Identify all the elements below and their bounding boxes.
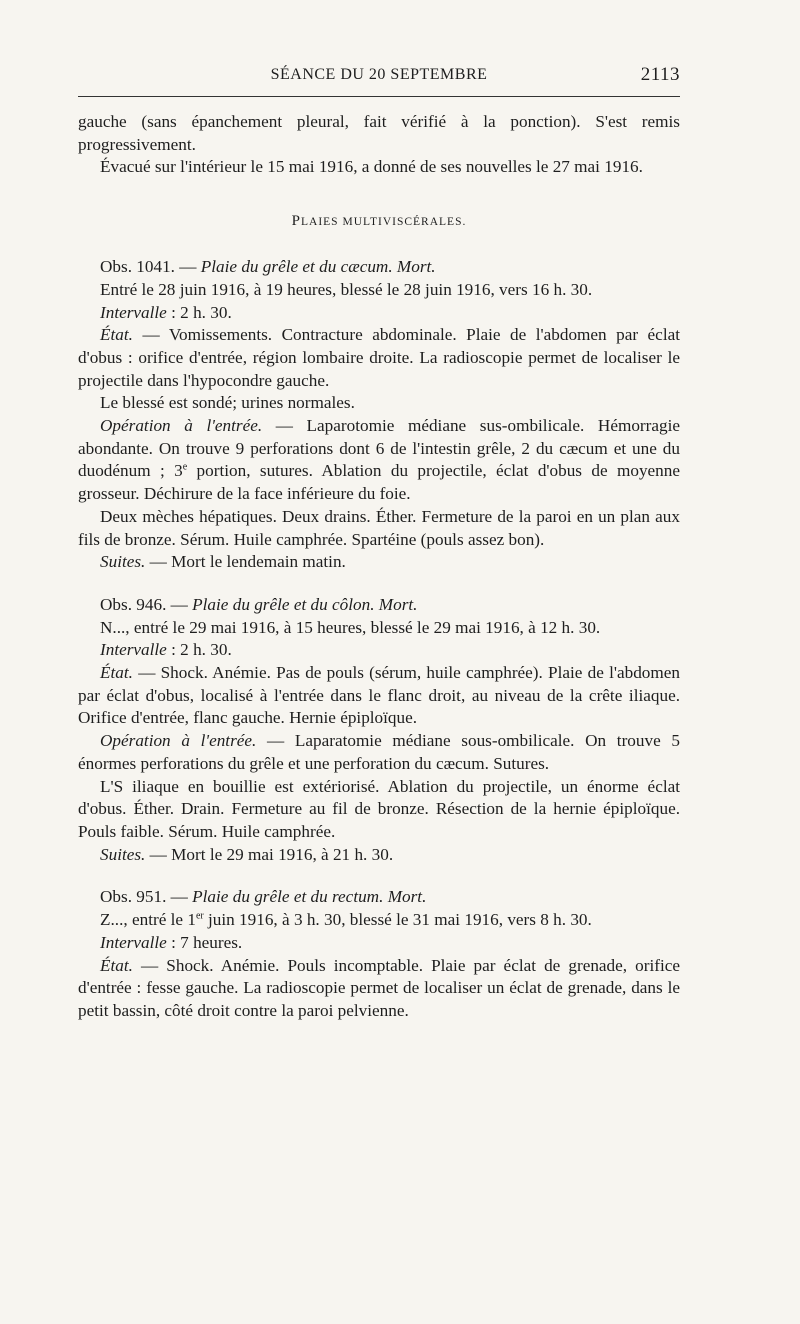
observation-1041	[78, 256, 680, 574]
suites-text: — Mort le 29 mai 1916, à 21 h. 30.	[145, 844, 394, 864]
running-title: SÉANCE DU 20 SEPTEMBRE	[270, 66, 488, 83]
entry-post: juin 1916, à 3 h. 30, blessé le 31 mai 1916, vers 8 h. 30.	[203, 910, 592, 930]
obs-dash: —	[166, 594, 193, 614]
intro-paragraph-2: Évacué sur l'intérieur le 15 mai 1916, a donné de ses nouvelles le 27 mai 1916.	[100, 157, 643, 177]
obs-entry: Entré le 28 juin 1916, à 19 heures, blessé le 28 juin 1916, vers 16 h. 30.	[100, 279, 593, 299]
obs-sonde: Le blessé est sondé; urines normales.	[100, 393, 355, 413]
obs-meches: Deux mèches hépatiques. Deux drains. Éther. Fermeture de la paroi en un plan aux fils de bronze. Sérum. Huile camphrée. Spartéine (pouls assez bon).	[78, 506, 680, 549]
obs-interval	[78, 932, 680, 955]
suites-label: Suites.	[100, 844, 146, 864]
obs-suites	[78, 551, 680, 574]
obs-entry: N..., entré le 29 mai 1916, à 15 heures, blessé le 29 mai 1916, à 12 h. 30.	[100, 617, 601, 637]
etat-text: — Shock. Anémie. Pouls incomptable. Plaie par éclat de grenade, orifice d'entrée : fesse gauche. La radioscopie permet de localiser un éclat de grenade, dans le petit bassin, côté droit contre la paroi pelvienne.	[78, 955, 680, 1020]
etat-label: État.	[100, 663, 133, 683]
section-title-rest-1: LAIES	[301, 216, 343, 229]
suites-label: Suites.	[100, 552, 146, 572]
obs-heading	[78, 594, 680, 617]
section-title-rest-2: MULTIVISCÉRALES.	[342, 216, 467, 229]
obs-title: Plaie du grêle et du cæcum. Mort.	[200, 257, 436, 277]
obs-etat	[78, 955, 680, 1023]
interval-value: : 2 h. 30.	[166, 302, 232, 322]
interval-label: Intervalle	[100, 640, 167, 660]
entry-pre: Z..., entré le 1	[100, 910, 196, 930]
observation-946	[78, 594, 680, 866]
obs-title: Plaie du grêle et du côlon. Mort.	[192, 594, 418, 614]
observation-951	[78, 886, 680, 1022]
obs-interval	[78, 302, 680, 325]
operation-text-2: portion, sutures. Ablation du projectile, éclat d'obus de moyenne grosseur. Déchirure de la face inférieure du foie.	[78, 461, 680, 504]
intro-paragraph-1: gauche (sans épanchement pleural, fait vérifié à la ponction). S'est remis progressivement.	[78, 112, 680, 154]
obs-dash: —	[166, 887, 193, 907]
etat-text: — Vomissements. Contracture abdominale. Plaie de l'abdomen par éclat d'obus : orifice d'entrée, région lombaire droite. La radioscopie permet de localiser le projectile dans l'hypocondre gauche.	[78, 325, 680, 390]
obs-label: Obs. 946.	[100, 594, 167, 614]
operation-superscript: e	[182, 461, 188, 473]
section-title	[78, 213, 680, 230]
operation-text: — Laparatomie médiane sous-ombilicale. On trouve 5 énormes perforations du grêle et une perforation du cæcum. Sutures.	[78, 731, 680, 773]
obs-heading	[78, 256, 680, 279]
header-rule	[78, 96, 680, 97]
operation-label: Opération à l'entrée.	[100, 416, 263, 436]
obs-label: Obs. 951.	[100, 887, 167, 907]
obs-heading	[78, 886, 680, 909]
obs-interval	[78, 639, 680, 662]
etat-label: État.	[100, 955, 133, 975]
page-number: 2113	[640, 64, 680, 85]
obs-iliaque: L'S iliaque en bouillie est extériorisé. Ablation du projectile, un énorme éclat d'obus. Éther. Drain. Fermeture au fil de bronze. Résection de la hernie épiploïque. Pouls faible. Sérum. Huile camphrée.	[78, 776, 680, 841]
obs-etat	[78, 662, 680, 730]
running-header	[78, 62, 680, 90]
etat-text: — Shock. Anémie. Pas de pouls (sérum, huile camphrée). Plaie de l'abdomen par éclat d'obus, localisé à l'entrée dans le flanc droit, au niveau de la crête iliaque. Orifice d'entrée, flanc gauche. Hernie épiploïque.	[78, 663, 680, 728]
obs-label: Obs. 1041.	[100, 257, 175, 277]
section-title-initial: P	[291, 213, 301, 230]
interval-label: Intervalle	[100, 302, 167, 322]
obs-operation	[78, 415, 680, 506]
operation-text: — Laparotomie médiane sus-ombilicale. Hémorragie abondante. On trouve 9 perforations dont 6 de l'intestin grêle, 2 du cæcum et une du duodénum ; 3	[78, 416, 680, 481]
etat-label: État.	[100, 325, 133, 345]
interval-value: : 7 heures.	[166, 932, 243, 952]
suites-text: — Mort le lendemain matin.	[145, 552, 346, 572]
obs-etat	[78, 324, 680, 392]
obs-title: Plaie du grêle et du rectum. Mort.	[192, 887, 427, 907]
interval-value: : 2 h. 30.	[166, 640, 232, 660]
obs-suites	[78, 844, 680, 867]
obs-entry	[78, 909, 680, 932]
interval-label: Intervalle	[100, 932, 167, 952]
obs-operation	[78, 730, 680, 775]
operation-label: Opération à l'entrée.	[100, 731, 257, 751]
page	[78, 62, 680, 1023]
entry-superscript: er	[195, 910, 204, 922]
obs-dash: —	[174, 257, 201, 277]
